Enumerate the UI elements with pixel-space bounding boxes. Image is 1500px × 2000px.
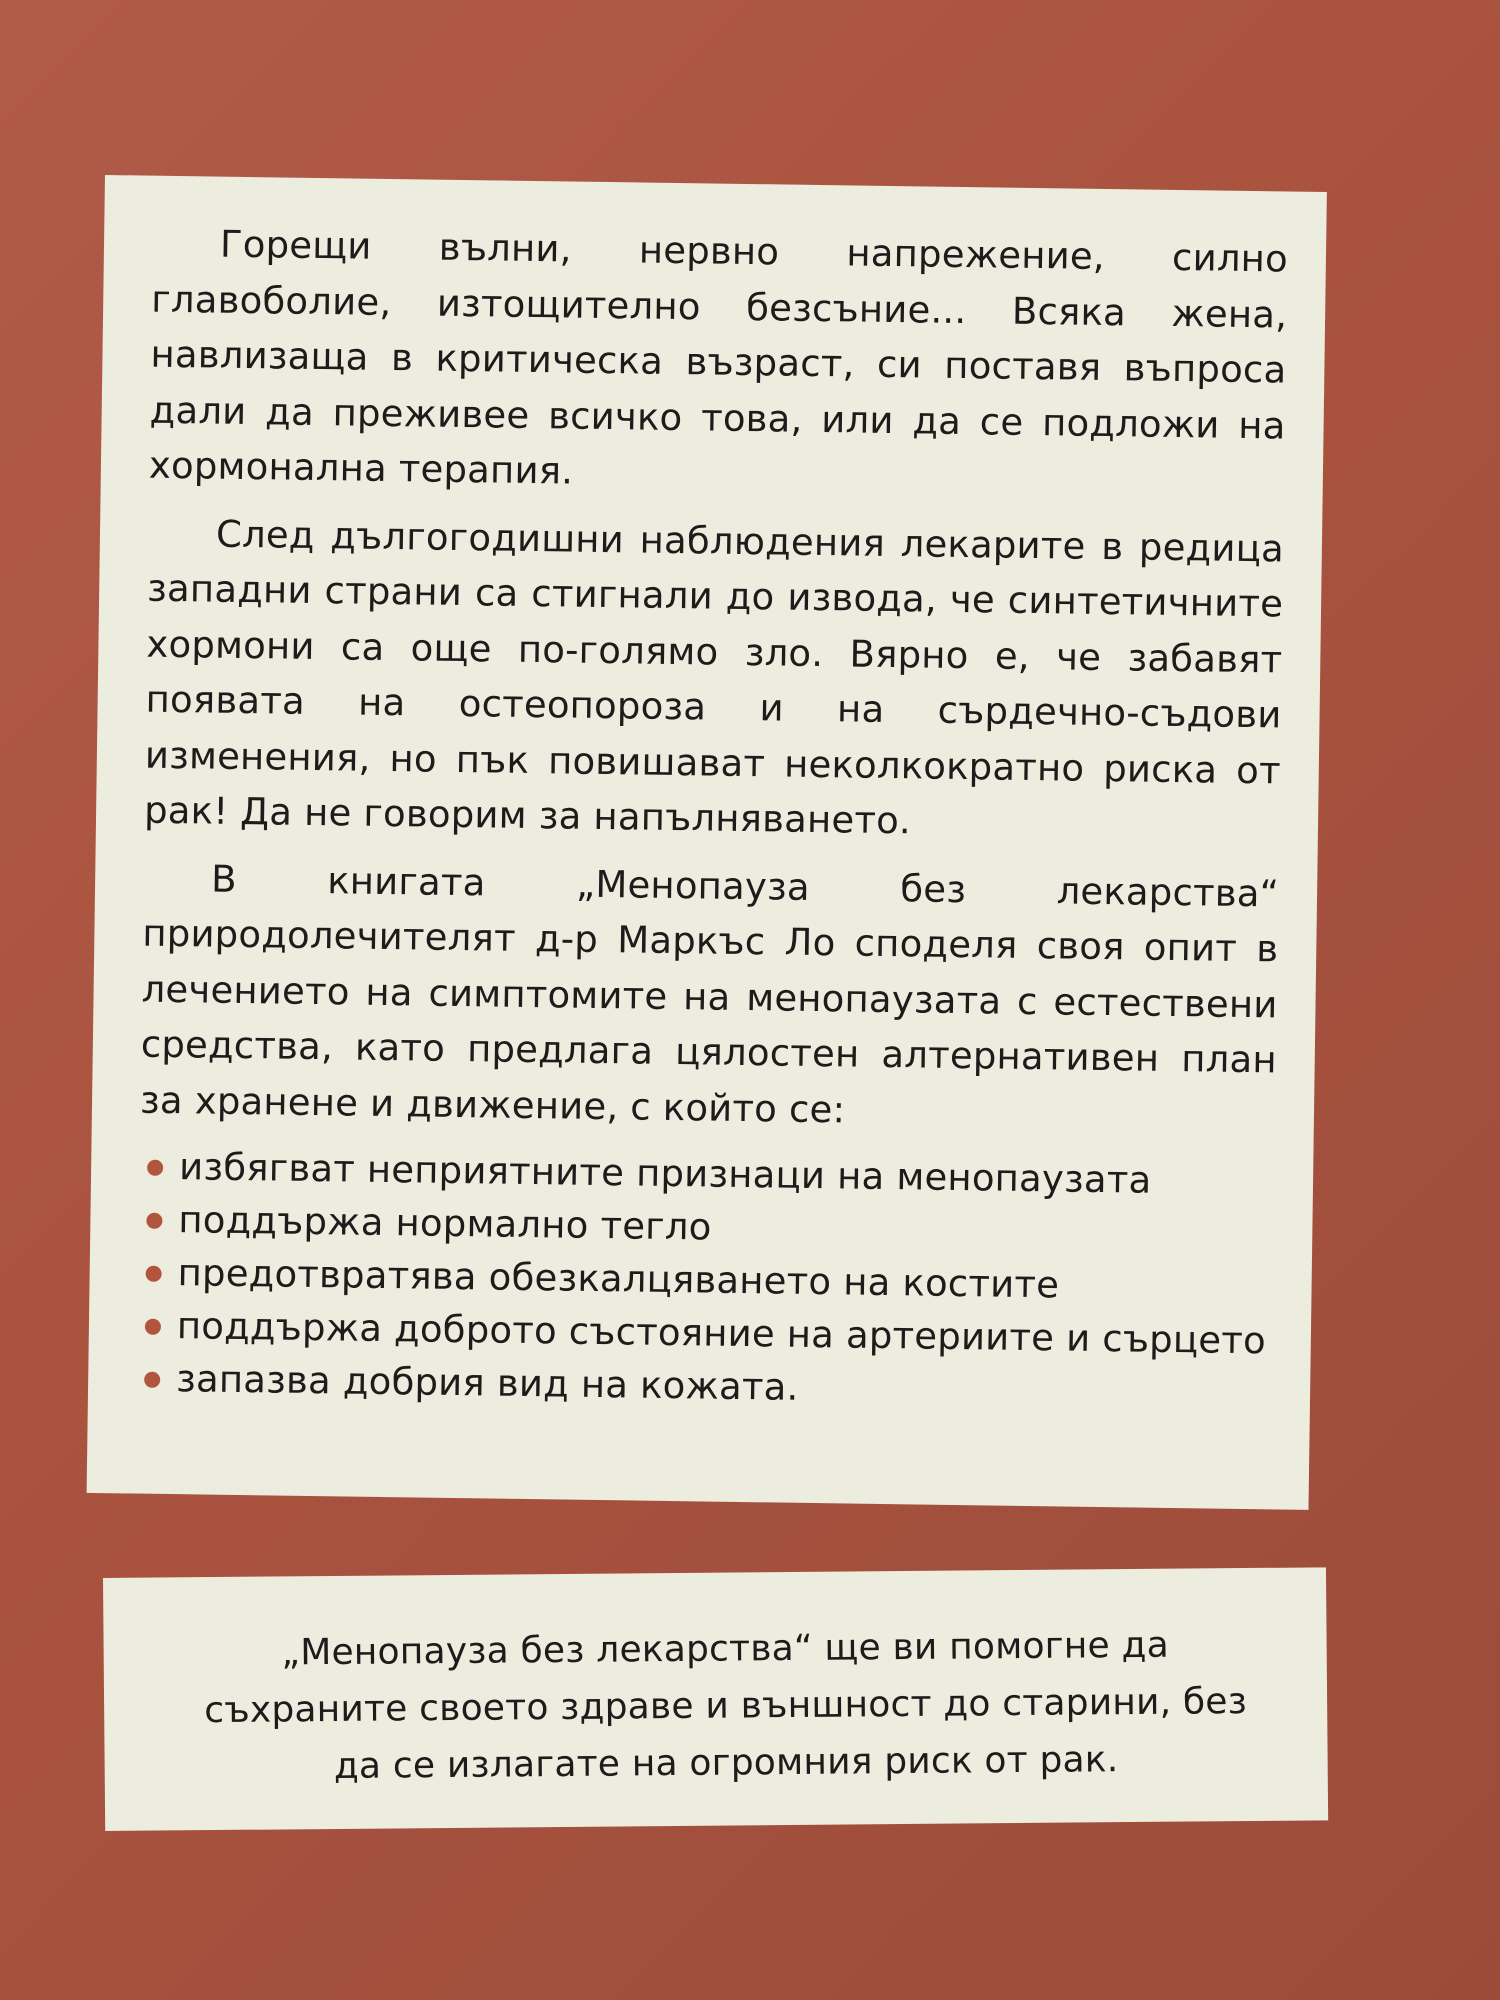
benefits-list: [136, 1140, 1276, 1421]
list-item-text: предотвратява обезкалцяването на костите: [177, 1251, 1060, 1307]
closing-statement: „Менопауза без лекарства“ ще ви помогне да съхраните своето здраве и външност до старини, без да се излагате на огромния риск от рак.: [204, 1624, 1248, 1787]
paragraph-book: В книгата „Менопауза без лекарства“ природолечителят д-р Маркъс Ло споделя своя опит в лечението на симптомите на менопаузата с естествени средства, като предлага цялостен алтернативен план за хранене и движение, с който се:: [139, 857, 1280, 1131]
bullet-dot-icon: [145, 1319, 161, 1335]
paragraph-intro: Горещи вълни, нервно напрежение, силно главоболие, изтощително безсъние... Всяка жена, навлизаща в критическа възраст, си поставя въпроса дали да преживее всичко това, или да се подложи на хормонална терапия.: [148, 222, 1289, 493]
list-item-text: избягват неприятните признаци на менопаузата: [178, 1145, 1152, 1202]
closing-text-panel: [103, 1567, 1328, 1831]
bullet-dot-icon: [146, 1266, 162, 1282]
list-item-text: запазва добрия вид на кожата.: [175, 1357, 799, 1409]
bullet-dot-icon: [146, 1213, 162, 1229]
list-item-text: поддържа доброто състояние на артериите и сърцето: [176, 1304, 1267, 1363]
bullet-dot-icon: [144, 1372, 160, 1388]
list-item-text: поддържа нормално тегло: [178, 1198, 712, 1249]
bullet-dot-icon: [147, 1160, 163, 1176]
main-text-panel: [87, 175, 1327, 1510]
paragraph-hormones: След дългогодишни наблюдения лекарите в редица западни страни са стигнали до извода, че синтетичните хормони са още по-голямо зло. Вярно е, че забавят появата на остеопороза и на сърдечно-съдови изменения, но пък повишават неколкократно риска от рак! Да не говорим за напълняването.: [143, 512, 1285, 843]
